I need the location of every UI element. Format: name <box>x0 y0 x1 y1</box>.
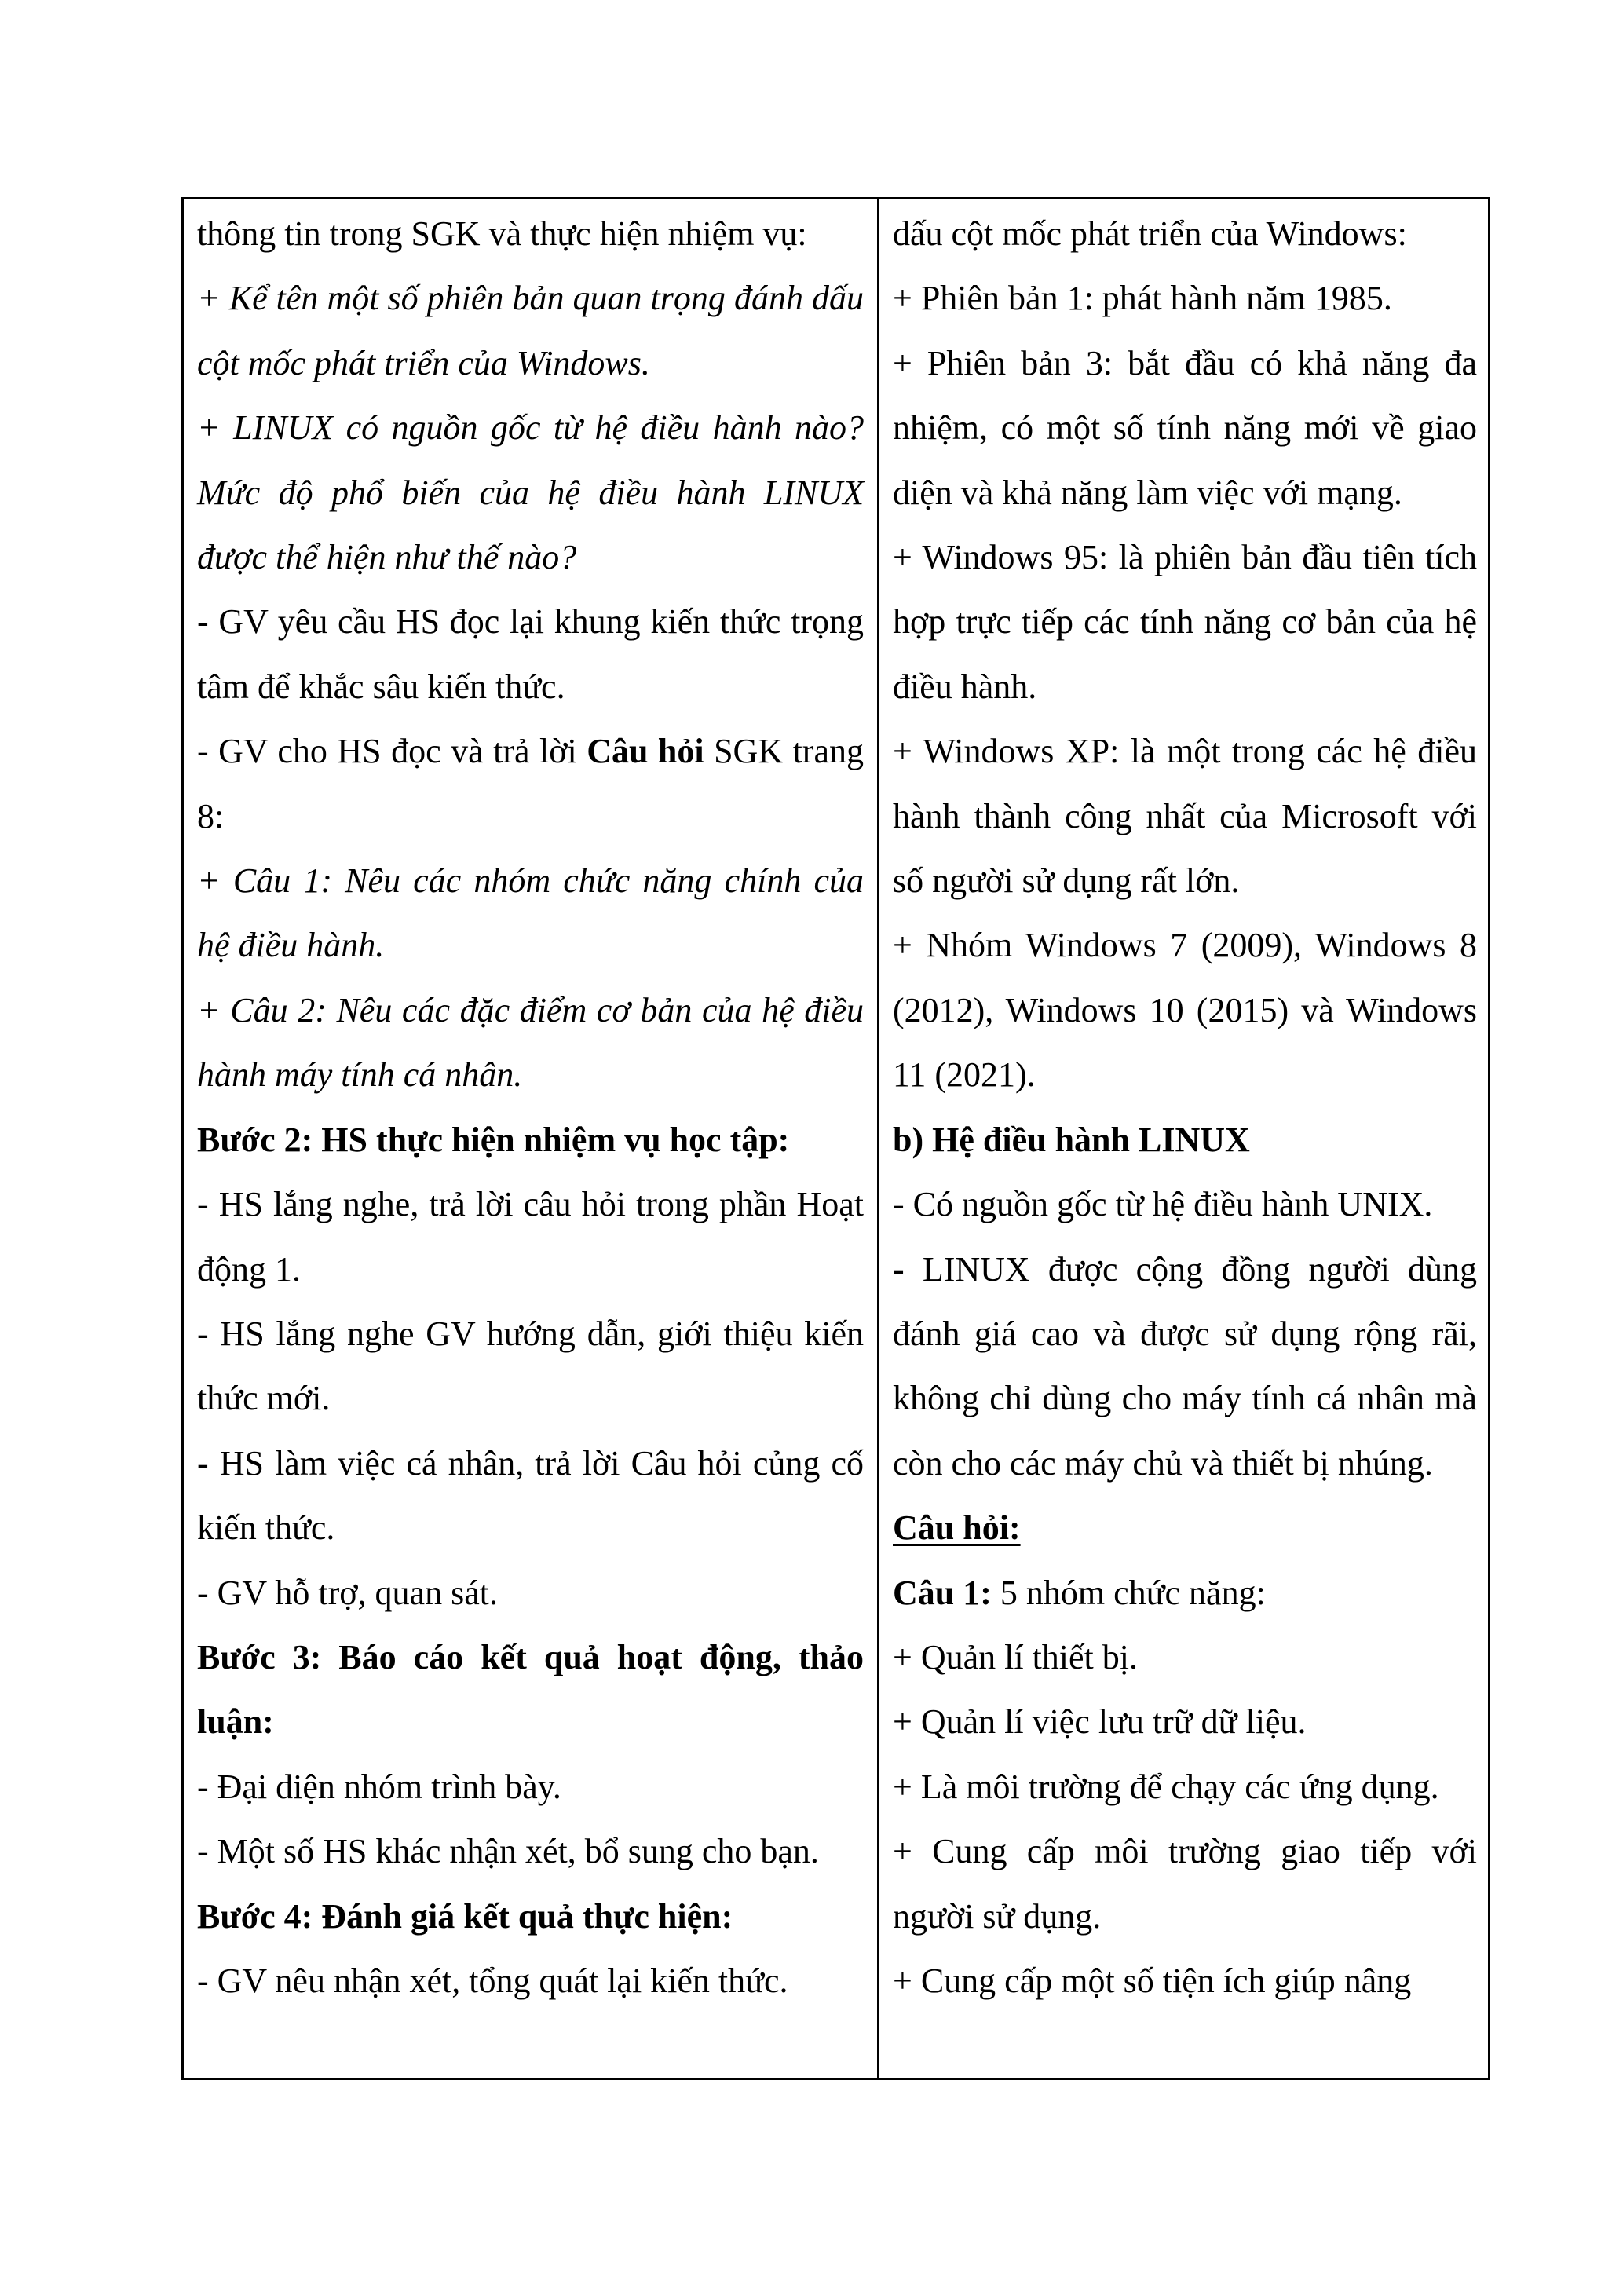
paragraph: - LINUX được cộng đồng người dùng đánh giá cao và được sử dụng rộng rãi, không chỉ dùng cho máy tính cá nhân mà còn cho các máy chủ và thiết bị nhúng. <box>893 1249 1477 1483</box>
answer-1-intro <box>893 1561 1477 1625</box>
bold-text-run: Câu hỏi <box>587 732 704 771</box>
paragraph: - GV hỗ trợ, quan sát. <box>197 1573 498 1612</box>
teacher-activity-column <box>184 199 877 2078</box>
paragraph: dấu cột mốc phát triển của Windows: <box>893 214 1407 253</box>
lesson-table <box>181 197 1490 2080</box>
list-item: + Phiên bản 1: phát hành năm 1985. <box>893 279 1392 318</box>
paragraph: - HS lắng nghe, trả lời câu hỏi trong phần Hoạt động 1. <box>197 1185 864 1289</box>
paragraph: - HS lắng nghe GV hướng dẫn, giới thiệu kiến thức mới. <box>197 1314 864 1418</box>
linux-section-heading: b) Hệ điều hành LINUX <box>893 1120 1250 1159</box>
list-item: + Quản lí việc lưu trữ dữ liệu. <box>893 1702 1307 1742</box>
list-item: + Windows 95: là phiên bản đầu tiên tích hợp trực tiếp các tính năng cơ bản của hệ điều hành. <box>893 538 1477 706</box>
paragraph-questions-intro <box>197 719 864 849</box>
paragraph: - GV yêu cầu HS đọc lại khung kiến thức trọng tâm để khắc sâu kiến thức. <box>197 602 864 706</box>
question-2-prompt: + Câu 2: Nêu các đặc điểm cơ bản của hệ điều hành máy tính cá nhân. <box>197 990 864 1095</box>
list-item: + Phiên bản 3: bắt đầu có khả năng đa nhiệm, có một số tính năng mới về giao diện và khả năng làm việc với mạng. <box>893 343 1477 512</box>
paragraph: - GV nêu nhận xét, tổng quát lại kiến thức. <box>197 1961 788 2000</box>
list-item: + Là môi trường để chạy các ứng dụng. <box>893 1767 1439 1806</box>
expected-result-column <box>879 199 1490 2078</box>
text-run: - GV cho HS đọc và trả lời <box>197 732 587 771</box>
underlined-heading-text: Câu hỏi: <box>893 1508 1021 1548</box>
bold-text-run: Câu 1: <box>893 1573 992 1612</box>
text-run: SGK trang 8: <box>197 732 864 835</box>
step-4-heading: Bước 4: Đánh giá kết quả thực hiện: <box>197 1896 733 1936</box>
task-item-windows-versions: + Kể tên một số phiên bản quan trọng đánh dấu cột mốc phát triển của Windows. <box>197 279 864 382</box>
questions-heading <box>893 1496 1477 1560</box>
question-1-prompt: + Câu 1: Nêu các nhóm chức năng chính của hệ điều hành. <box>197 861 864 965</box>
list-item: + Nhóm Windows 7 (2009), Windows 8 (2012), Windows 10 (2015) và Windows 11 (2021). <box>893 926 1477 1095</box>
list-item: + Quản lí thiết bị. <box>893 1637 1138 1676</box>
paragraph: - Một số HS khác nhận xét, bổ sung cho bạn. <box>197 1832 819 1871</box>
step-2-heading: Bước 2: HS thực hiện nhiệm vụ học tập: <box>197 1120 790 1159</box>
paragraph: - Đại diện nhóm trình bày. <box>197 1767 561 1806</box>
list-item: + Cung cấp một số tiện ích giúp nâng <box>893 1961 1412 2000</box>
list-item: + Cung cấp môi trường giao tiếp với người sử dụng. <box>893 1832 1477 1936</box>
text-run: 5 nhóm chức năng: <box>991 1573 1266 1612</box>
paragraph: thông tin trong SGK và thực hiện nhiệm vụ: <box>197 214 807 253</box>
list-item: + Windows XP: là một trong các hệ điều hành thành công nhất của Microsoft với số người sử dụng rất lớn. <box>893 732 1477 901</box>
step-3-heading: Bước 3: Báo cáo kết quả hoạt động, thảo luận: <box>197 1637 864 1742</box>
task-item-linux-origin: + LINUX có nguồn gốc từ hệ điều hành nào? Mức độ phổ biến của hệ điều hành LINUX được thể hiện như thế nào? <box>197 408 864 577</box>
paragraph: - HS làm việc cá nhân, trả lời Câu hỏi củng cố kiến thức. <box>197 1443 864 1548</box>
paragraph: - Có nguồn gốc từ hệ điều hành UNIX. <box>893 1185 1433 1224</box>
